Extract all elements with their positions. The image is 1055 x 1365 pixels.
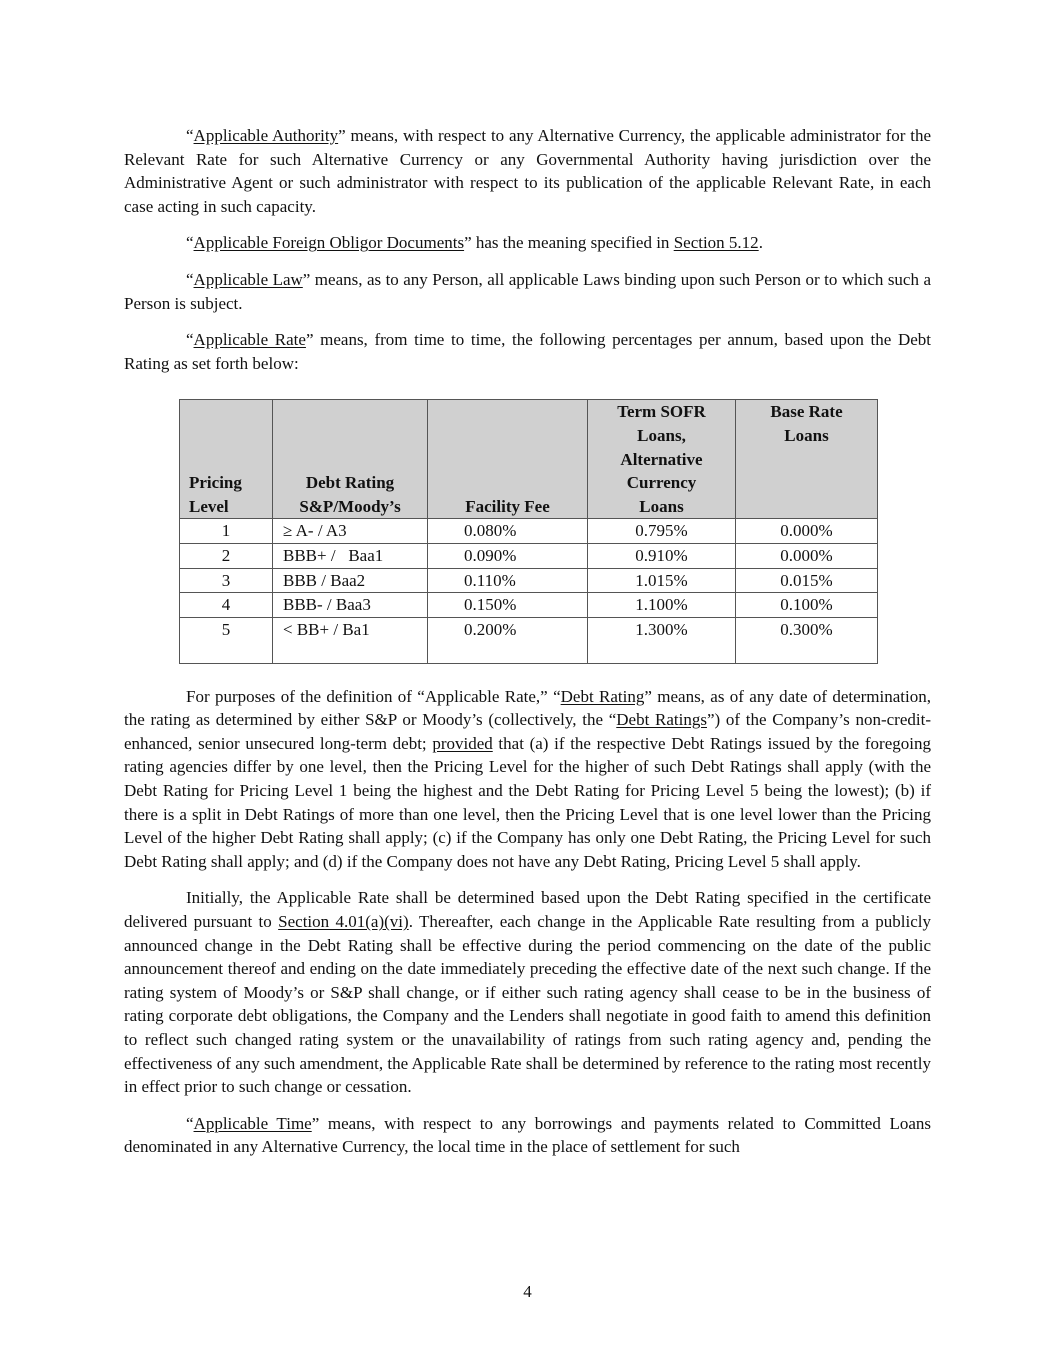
pricing-table (179, 399, 878, 663)
header-pricing-level (180, 400, 273, 519)
pricing-table-wrapper (179, 399, 877, 663)
quote-open: “ (186, 269, 194, 289)
paragraph-debt-rating-definition (124, 685, 931, 874)
header-text: Term SOFR (617, 402, 706, 422)
cell-base-rate: 0.300% (736, 617, 878, 663)
page-number: 4 (523, 1282, 532, 1301)
quote-open: “ (186, 330, 194, 350)
header-text: Loans (639, 496, 684, 516)
section-reference: Section 4.01(a)(vi) (278, 912, 409, 932)
header-text: Alternative (620, 449, 703, 469)
cell-facility-fee: 0.150% (428, 593, 588, 618)
cell-pricing-level: 4 (180, 593, 273, 618)
definition-applicable-law (124, 268, 931, 315)
header-text: Level (189, 496, 229, 516)
header-base-rate-loans (736, 400, 878, 519)
definition-text-end: . (758, 233, 763, 253)
paragraph-text: that (a) if the respective Debt Ratings issued by the foregoing rating agencies differ by one level, then the Pricing Level for the higher of such Debt Ratings shall apply (with the Debt Rating for Pricing Level 1 being the highest and the Debt Rating for Pricing Level 5 being the lowest); (b) if there is a split in Debt Ratings of more than one level, then the Pricing Level that is one level lower than the Pricing Level of the higher Debt Rating shall apply; (c) if the Company has only one Debt Rating, the Pricing Level for such Debt Rating shall apply; and (d) if the Company does not have any Debt Rating, Pricing Level 5 shall apply. (124, 733, 931, 871)
defined-term-applicable-law: Applicable Law (193, 269, 303, 289)
cell-facility-fee: 0.080% (428, 519, 588, 544)
definition-applicable-foreign-obligor-documents (124, 231, 931, 255)
definition-text: ” means, with respect to any Alternative Currency, the applicable administrator for the Relevant Rate for such Alternative Currency or any Governmental Authority having jurisdiction over the Administrative Agent or such administrator with respect to its publication of the applicable Relevant Rate, in each case acting in such capacity. (124, 126, 931, 216)
header-text: Debt Rating (305, 473, 395, 493)
cell-base-rate: 0.100% (736, 593, 878, 618)
cell-term-sofr: 1.015% (588, 568, 736, 593)
header-text: Loans (784, 425, 829, 445)
definition-applicable-time (124, 1112, 931, 1159)
header-text: S&P/Moody’s (299, 496, 401, 516)
cell-term-sofr: 0.910% (588, 543, 736, 568)
defined-term-debt-ratings: Debt Ratings (616, 710, 707, 730)
cell-base-rate: 0.000% (736, 543, 878, 568)
definition-text: ” has the meaning specified in (464, 233, 674, 253)
definition-text: ” means, as to any Person, all applicable Laws binding upon such Person or to which such a Person is subject. (124, 269, 931, 313)
paragraph-text: . Thereafter, each change in the Applicable Rate resulting from a publicly announced change in the Debt Rating shall be effective during the period commencing on the date of the public announcement thereof and ending on the date immediately preceding the effective date of the next such change. If the rating system of Moody’s or S&P shall change, or if either such rating agency shall cease to be in the business of rating corporate debt obligations, the Company and the Lenders shall negotiate in good faith to amend this definition to reflect such changed rating system or the unavailability of ratings from such rating agency and, pending the effectiveness of any such amendment, the Applicable Rate shall be determined by reference to the rating most recently in effect prior to such change or cessation. (124, 912, 932, 1097)
cell-debt-rating: ≥ A- / A3 (273, 519, 428, 544)
quote-open: “ (186, 126, 194, 145)
table-row (180, 593, 878, 618)
cell-debt-rating: BBB / Baa2 (273, 568, 428, 593)
section-reference: Section 5.12 (673, 233, 759, 253)
cell-pricing-level: 2 (180, 543, 273, 568)
definition-applicable-rate (124, 328, 931, 375)
cell-debt-rating: BBB+ / Baa1 (273, 543, 428, 568)
definition-applicable-authority (124, 124, 931, 218)
header-debt-rating (273, 400, 428, 519)
cell-pricing-level: 5 (180, 617, 273, 663)
cell-debt-rating: < BB+ / Ba1 (273, 617, 428, 663)
table-row (180, 519, 878, 544)
pricing-table-header-row (180, 400, 878, 519)
header-facility-fee (428, 400, 588, 519)
defined-term-applicable-rate: Applicable Rate (193, 330, 306, 350)
header-text: Base Rate (770, 402, 843, 422)
cell-facility-fee: 0.090% (428, 543, 588, 568)
quote-open: “ (186, 233, 194, 253)
cell-facility-fee: 0.200% (428, 617, 588, 663)
emphasis-provided: provided (432, 733, 493, 753)
table-row (180, 617, 878, 663)
paragraph-text: Initially, the Applicable Rate shall be determined based upon the Debt Rating specified in the certificate delivered pursuant to (124, 888, 931, 932)
paragraph-initially (124, 886, 931, 1098)
document-page (124, 124, 931, 1172)
paragraph-text: ” means, as of any date of determination, the rating as determined by either S&P or Moody’s (collectively, the “ (124, 686, 931, 730)
defined-term-applicable-time: Applicable Time (193, 1113, 312, 1133)
header-text: Facility Fee (465, 496, 550, 516)
header-term-sofr-loans (588, 400, 736, 519)
table-row (180, 543, 878, 568)
definition-text: ” means, from time to time, the following percentages per annum, based upon the Debt Rating as set forth below: (124, 330, 931, 373)
defined-term-debt-rating: Debt Rating (560, 686, 645, 706)
cell-term-sofr: 1.100% (588, 593, 736, 618)
cell-term-sofr: 0.795% (588, 519, 736, 544)
cell-base-rate: 0.000% (736, 519, 878, 544)
paragraph-text: For purposes of the definition of “Applicable Rate,” “ (186, 686, 561, 706)
table-row (180, 568, 878, 593)
cell-pricing-level: 3 (180, 568, 273, 593)
paragraph-text: ”) of the Company’s non-credit-enhanced, senior unsecured long-term debt; (124, 710, 931, 753)
cell-term-sofr: 1.300% (588, 617, 736, 663)
cell-facility-fee: 0.110% (428, 568, 588, 593)
header-text: Pricing (189, 473, 242, 493)
defined-term-applicable-foreign-obligor-documents: Applicable Foreign Obligor Documents (193, 233, 465, 253)
definition-text: ” means, with respect to any borrowings and payments related to Committed Loans denominated in any Alternative Currency, the local time in the place of settlement for such (124, 1113, 931, 1157)
defined-term-applicable-authority: Applicable Authority (193, 126, 339, 145)
header-text: Currency (626, 473, 697, 493)
cell-base-rate: 0.015% (736, 568, 878, 593)
cell-pricing-level: 1 (180, 519, 273, 544)
quote-open: “ (186, 1113, 194, 1133)
header-text: Loans, (637, 425, 686, 445)
cell-debt-rating: BBB- / Baa3 (273, 593, 428, 618)
